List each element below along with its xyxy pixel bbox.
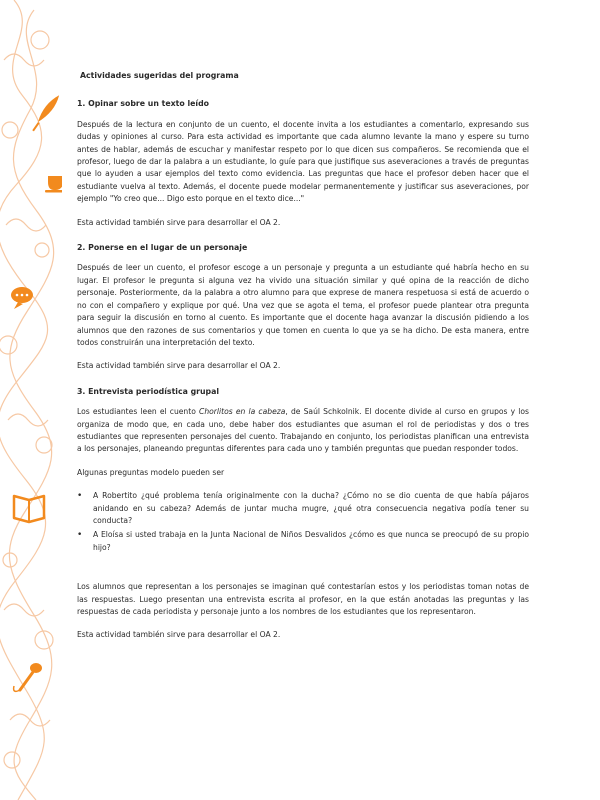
closing-paragraph: Los alumnos que representan a los personajes se imaginan qué contestarían estos y los periodistas toman notas de las respuestas. Luego presentan una entrevista escrita al profesor, en la que están anotadas las preguntas y las respuestas de cada periodista y personaje junto a los nombres de los estudiantes que los representaron. xyxy=(77,582,529,616)
questions-list xyxy=(77,490,529,554)
oa-note: Esta actividad también sirve para desarrollar el OA 2. xyxy=(77,630,281,640)
oa-note: Esta actividad también sirve para desarrollar el OA 2. xyxy=(77,217,281,227)
list-item: • A Robertito ¿qué problema tenía originalmente con la ducha? ¿Cómo no se dio cuenta de que había pájaros anidando en su cabeza? Además de juntar mucha mugre, ¿qué otra consecuencia negativa podía tener su conducta? xyxy=(77,490,529,527)
section-paragraph: Después de la lectura en conjunto de un cuento, el docente invita a los estudiantes a comentarlo, expresando sus dudas y opiniones al curso. Para esta actividad es importante que cada alumno levante la mano y espere su turno antes de hablar, además de escuchar y manifestar respeto por lo que dicen sus compañeros. Se recomienda que el profesor, luego de dar la palabra a un estudiante, lo guíe para que justifique sus aseveraciones a través de preguntas que lo ayuden a usar ejemplos del texto como evidencia. Las preguntas que hace el profesor deben hacer que el estudiante vuelva al texto. Además, el docente puede modelar permanentemente y justificar sus aseveraciones, por ejemplo "Yo creo que... Digo esto porque en el texto dice..." xyxy=(77,119,529,204)
questions-intro: Algunas preguntas modelo pueden ser xyxy=(77,467,225,477)
paragraph-text: Los estudiantes leen el cuento xyxy=(77,407,200,417)
activity-3 xyxy=(77,386,529,642)
section-heading: 2. Ponerse en el lugar de un personaje xyxy=(77,243,248,253)
margin-decoration xyxy=(0,0,62,800)
document-body xyxy=(77,70,529,655)
section-paragraph: Después de leer un cuento, el profesor escoge a un personaje y pregunta a un estudiante qué habría hecho en su lugar. El profesor le pregunta si alguna vez ha vivido una situación similar y qué opina de la reacción de dicho personaje. Posteriormente, da la palabra a otro alumno para que exprese de manera respetuosa si está de acuerdo o no con el compañero y explique por qué. Una vez que se agota el tema, el profesor puede plantear otra pregunta para seguir la discusión en torno al cuento. Es importante que el docente haga avanzar la discusión pidiendo a los alumnos que den razones de sus comentarios y que tomen en cuenta lo que ya se ha dicho. De esta manera, entre todos construirán una interpretación del texto. xyxy=(77,263,529,347)
paragraph-text: , de Saúl Schkolnik. El docente divide al curso en grupos y los organiza de modo que, en cada uno, debe haber dos estudiantes que asuman el rol de periodistas y dos o tres estudiantes que representen personajes del cuento. Trabajando en conjunto, los periodistas planifican una entrevista a los personajes, planeando preguntas diferentes para cada uno y también preguntas que puedan responder todos. xyxy=(77,407,529,454)
section-paragraph xyxy=(77,406,529,456)
spacer xyxy=(77,567,529,581)
page-title: Actividades sugeridas del programa xyxy=(80,71,239,80)
oa-note: Esta actividad también sirve para desarrollar el OA 2. xyxy=(77,361,281,371)
section-heading: 3. Entrevista periodística grupal xyxy=(77,386,220,396)
activity-1 xyxy=(77,98,529,229)
book-title: Chorlitos en la cabeza xyxy=(199,407,286,417)
list-item: • A Eloísa si usted trabaja en la Junta Nacional de Niños Desvalidos ¿cómo es que nunca se preocupó de su propio hijo? xyxy=(77,529,529,554)
speech-bubble-icon xyxy=(11,287,33,309)
teacup-icon xyxy=(45,176,62,193)
section-heading: 1. Opinar sobre un texto leído xyxy=(77,99,210,109)
activity-2 xyxy=(77,242,529,373)
